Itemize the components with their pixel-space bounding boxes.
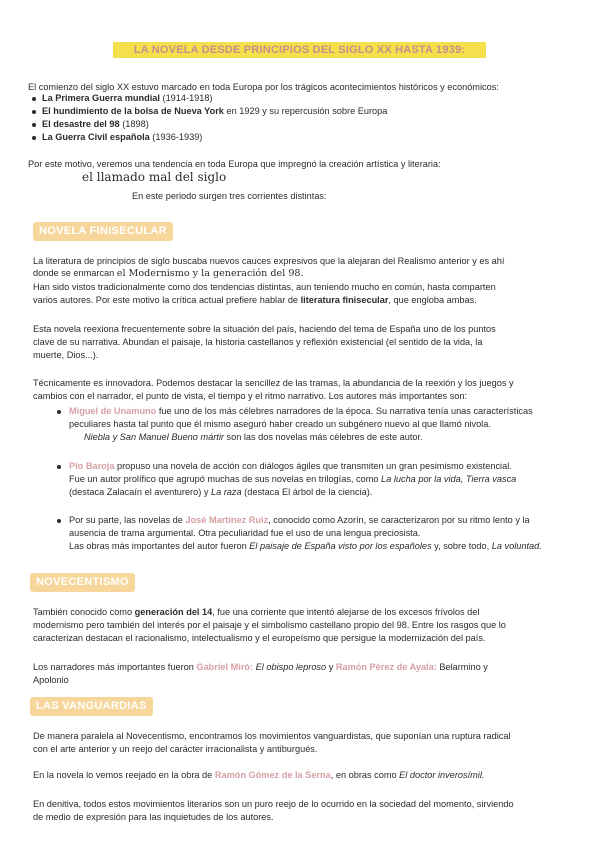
bullet-icon: [57, 465, 61, 469]
list-item: El desastre del 98 (1898): [30, 118, 149, 131]
bullet-icon: [57, 410, 61, 414]
section-heading-novecentismo: NOVECENTISMO: [30, 573, 135, 592]
paragraph-line: de medio de expresión para las inquietudes de los autores.: [33, 812, 274, 822]
list-item: El hundimiento de la bolsa de Nueva York en 1929 y su repercusión sobre Europa: [30, 105, 387, 118]
bullet-icon: [32, 123, 36, 127]
section-heading-finisecular: NOVELA FINISECULAR: [33, 222, 173, 241]
paragraph-line: muerte, Dios...).: [33, 350, 99, 360]
bullet-icon: [32, 110, 36, 114]
author-entry-azorin: Por su parte, las novelas de José Martínez Ruiz, conocido como Azorín, se caracterizaron por su ritmo lento y la: [57, 514, 530, 527]
paragraph-line: caracterizan destacan el racionalismo, intelectualismo y el europeísmo que persigue la modernización del país.: [33, 633, 486, 643]
bullet-icon: [32, 97, 36, 101]
motive-line: Por este motivo, veremos una tendencia en toda Europa que impregnó la creación artística y literaria:: [28, 159, 441, 169]
page-title: LA NOVELA DESDE PRINCIPIOS DEL SIGLO XX HASTA 1939:: [113, 42, 486, 58]
paragraph-line: Esta novela reexiona frecuentemente sobre la situación del país, haciendo del tema de España uno de los puntos: [33, 324, 496, 334]
paragraph-line: donde se enmarcan el Modernismo y la generación del 98.: [33, 268, 304, 279]
author-entry-unamuno: Miguel de Unamuno fue uno de los más célebres narradores de la época. Su narrativa tenía unas características: [57, 405, 533, 418]
script-phrase: el llamado mal del siglo: [82, 170, 227, 184]
paragraph-line: modernismo pero también del interés por el paisaje y el simbolismo castellano propio del 98. Entre los rasgos que lo: [33, 620, 506, 630]
paragraph-line: Técnicamente es innovadora. Podemos destacar la sencillez de las tramas, la abundancia de la reexión y los juegos y: [33, 378, 514, 388]
list-item: La Guerra Civil española (1936-1939): [30, 131, 202, 144]
paragraph-line: En denitiva, todos estos movimientos literarios son un puro reejo de lo ocurrido en la sociedad del momento, sirviendo: [33, 799, 514, 809]
paragraph-line: ausencia de trama argumental. Otra peculiaridad fue el uso de una lengua preciosista.: [69, 528, 421, 538]
paragraph-line: Apolonio: [33, 675, 69, 685]
list-item: La Primera Guerra mundial (1914-1918): [30, 92, 213, 105]
paragraph-line: (destaca Zalacaín el aventurero) y La raza (destaca El árbol de la ciencia).: [69, 487, 373, 497]
paragraph-line: con el arte anterior y un reejo del carácter irracionalista y antiburgués.: [33, 744, 318, 754]
paragraph-line: varios autores. Por este motivo la crítica actual prefiere hablar de literatura finisecular, que engloba ambas.: [33, 295, 477, 305]
paragraph-line: Niebla y San Manuel Bueno mártir son las dos novelas más célebres de este autor.: [84, 432, 423, 442]
paragraph-line: También conocido como generación del 14, fue una corriente que intentó alejarse de los excesos frívolos del: [33, 607, 480, 617]
intro-line: El comienzo del siglo XX estuvo marcado en toda Europa por los trágicos acontecimientos históricos y económicos:: [28, 82, 499, 92]
paragraph-line: La literatura de principios de siglo buscaba nuevos cauces expresivos que la alejaran del Realismo anterior y es ahí: [33, 256, 505, 266]
paragraph-line: Las obras más importantes del autor fueron El paisaje de España visto por los españoles y, sobre todo, La voluntad.: [69, 541, 542, 551]
bullet-icon: [32, 136, 36, 140]
paragraph-line: cambios con el narrador, el punto de vista, el tiempo y el ritmo narrativo. Los autores más importantes son:: [33, 391, 468, 401]
paragraph-line: Han sido vistos tradicionalmente como dos tendencias distintas, aun teniendo mucho en común, hasta comparten: [33, 282, 496, 292]
paragraph-line: Fue un autor prolífico que agrupó muchas de sus novelas en trilogías, como La lucha por la vida, Tierra vasca: [69, 474, 517, 484]
section-heading-vanguardias: LAS VANGUARDIAS: [30, 697, 153, 716]
paragraph-line: peculiares hasta tal punto que él mismo aseguró haber creado un subgénero nuevo al que llamó nivola.: [69, 419, 491, 429]
bullet-icon: [57, 519, 61, 523]
paragraph-line: Los narradores más importantes fueron Gabriel Miró: El obispo leproso y Ramón Pérez de Ayala: Belarmino y: [33, 662, 488, 672]
paragraph-line: clave de su narrativa. Abundan el paisaje, la historia castellanos y reflexión existencial (el sentido de la vida, la: [33, 337, 483, 347]
author-entry-baroja: Pío Baroja propuso una novela de acción con diálogos ágiles que transmiten un gran pesimismo existencial.: [57, 460, 512, 473]
currents-line: En este periodo surgen tres corrientes distintas:: [132, 191, 327, 201]
paragraph-line: De manera paralela al Novecentismo, encontramos los movimientos vanguardistas, que suponían una ruptura radical: [33, 731, 511, 741]
paragraph-line: En la novela lo vemos reejado en la obra de Ramón Gómez de la Serna, en obras como El doctor inverosímil.: [33, 770, 485, 780]
